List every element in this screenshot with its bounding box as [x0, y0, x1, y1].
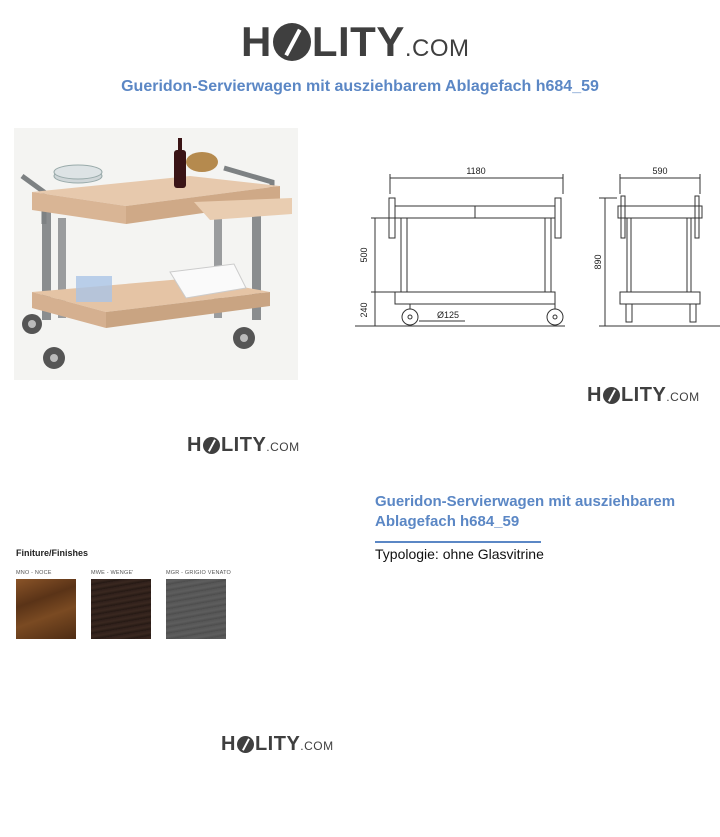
logo-text-lity: LITY	[311, 18, 405, 65]
page-title: Gueridon-Servierwagen mit ausziehbarem Ablagefach h684_59	[121, 78, 599, 95]
product-title: Gueridon-Servierwagen mit ausziehbarem Ablagefach h684_59	[375, 493, 676, 530]
logo-domain: .COM	[266, 440, 300, 454]
brand-logo-bottom[interactable]	[221, 733, 334, 756]
dim-length: 1180	[466, 166, 486, 176]
swatch-wenge[interactable]	[91, 579, 151, 639]
product-typology: Typologie: ohne Glasvitrine	[375, 546, 544, 562]
logo-domain: .COM	[404, 35, 470, 62]
logo-o-icon	[603, 387, 620, 404]
logo-text-lity: LITY	[254, 733, 301, 755]
title-underline	[375, 541, 541, 543]
logo-o-icon	[273, 23, 311, 61]
dim-upper: 500	[359, 247, 369, 263]
logo-text-h: H	[241, 18, 272, 65]
dimension-drawing-svg	[355, 158, 720, 338]
swatch-label-wenge: MWE - WENGE'	[91, 570, 134, 576]
logo-text-lity: LITY	[220, 434, 267, 456]
technical-drawing	[355, 158, 720, 338]
logo-domain: .COM	[666, 390, 700, 404]
swatch-label-noce: MNO - NOCE	[16, 570, 52, 576]
dim-wheel: Ø125	[437, 310, 460, 320]
swatch-grigio-venato[interactable]	[166, 579, 226, 639]
logo-o-icon	[203, 437, 220, 454]
finishes-heading: Finiture/Finishes	[16, 548, 89, 558]
brand-logo-photo[interactable]	[187, 434, 300, 457]
swatch-label-grigio: MGR - GRIGIO VENATO	[166, 570, 232, 576]
brand-logo-top[interactable]	[241, 18, 470, 66]
logo-text-h: H	[587, 384, 602, 406]
logo-domain: .COM	[300, 739, 334, 753]
swatch-noce[interactable]	[16, 579, 76, 639]
logo-text-h: H	[221, 733, 236, 755]
logo-text-lity: LITY	[620, 384, 667, 406]
logo-o-icon	[237, 736, 254, 753]
dim-lower: 240	[359, 302, 369, 318]
dim-height: 890	[593, 254, 603, 270]
trolley-photo-image	[14, 128, 298, 380]
brand-logo-drawing[interactable]	[587, 384, 700, 407]
logo-text-h: H	[187, 434, 202, 456]
product-photo	[14, 128, 298, 380]
dim-depth: 590	[652, 166, 668, 176]
